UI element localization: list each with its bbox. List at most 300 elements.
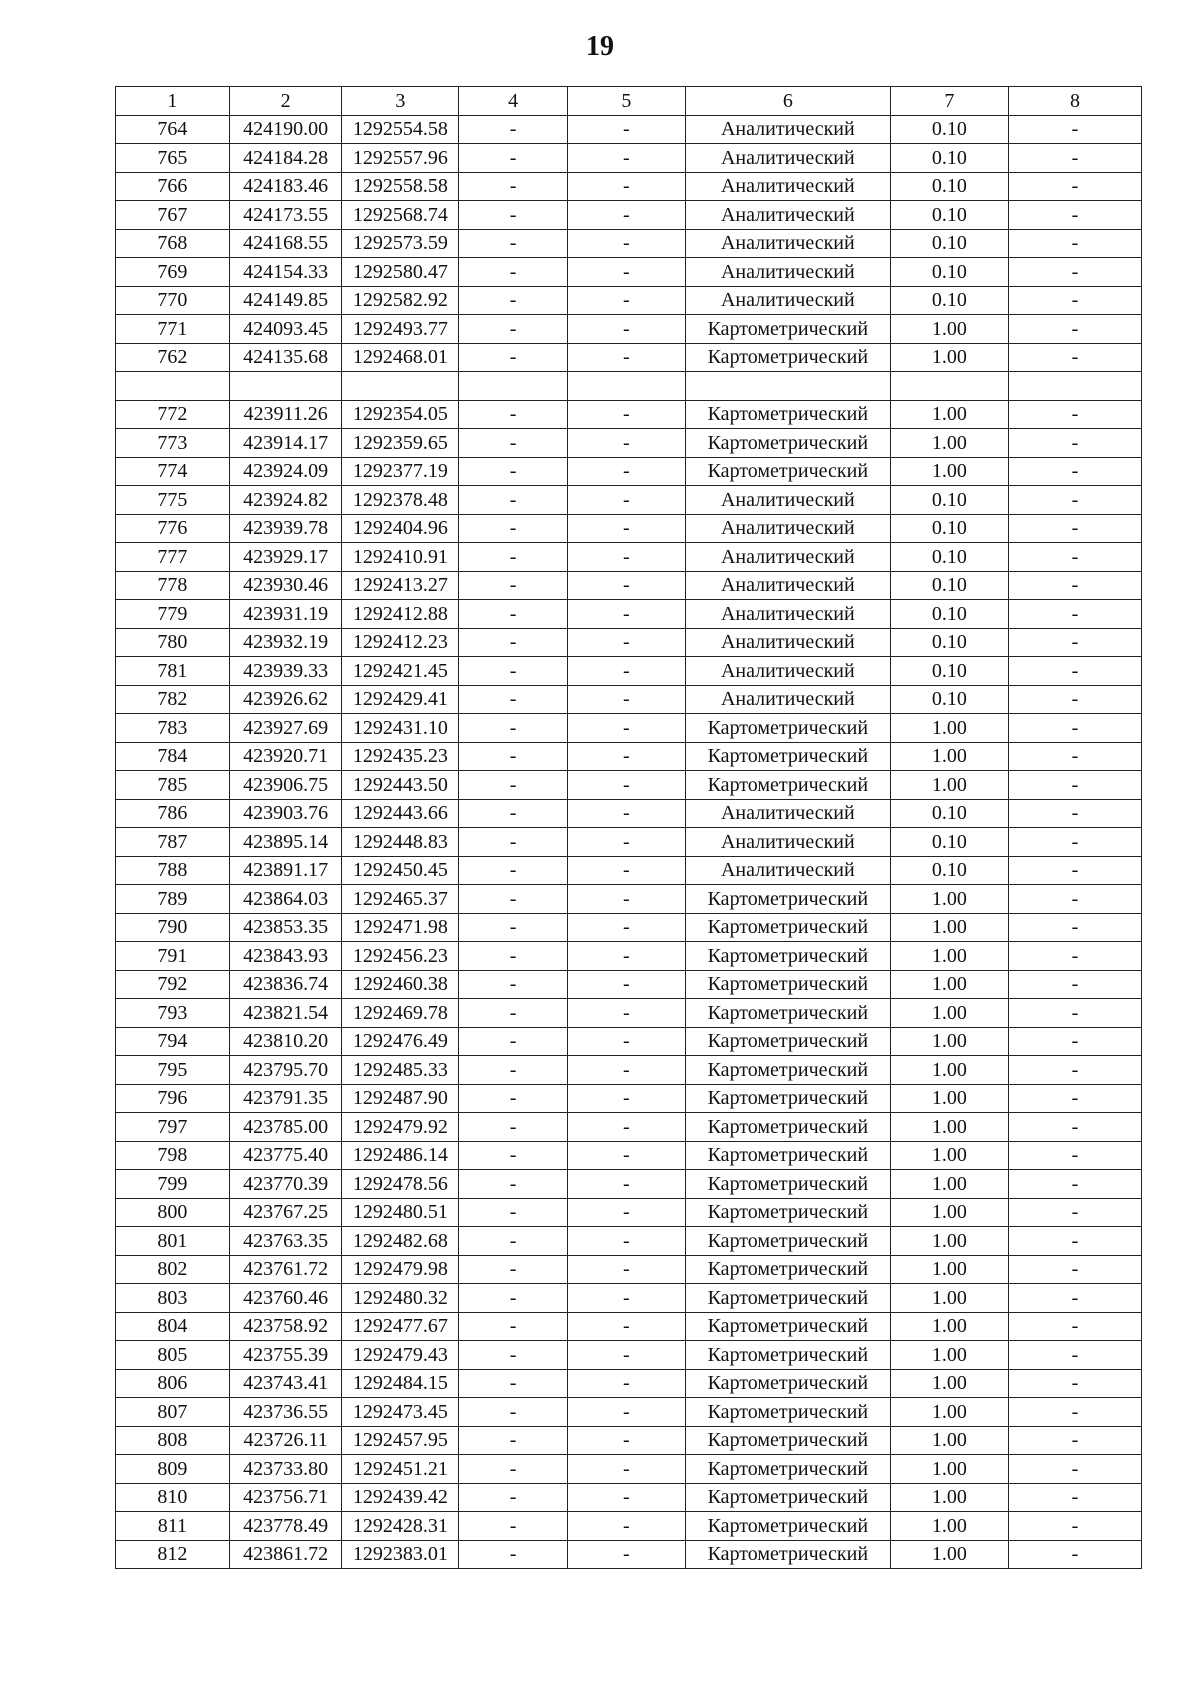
table-cell: - [567, 742, 685, 771]
table-cell: Аналитический [685, 600, 890, 629]
table-row [116, 172, 1142, 201]
table-cell: - [1008, 1426, 1141, 1455]
table-cell: 782 [116, 685, 230, 714]
table-cell: - [567, 828, 685, 857]
table-cell: - [1008, 856, 1141, 885]
table-cell: Картометрический [685, 885, 890, 914]
table-cell: - [1008, 657, 1141, 686]
table-cell: - [1008, 1540, 1141, 1569]
table-cell: 1.00 [890, 742, 1008, 771]
table-cell: - [1008, 828, 1141, 857]
table-cell: 1292573.59 [342, 229, 459, 258]
table-cell: 0.10 [890, 628, 1008, 657]
table-cell: 1.00 [890, 1540, 1008, 1569]
table-cell: - [567, 714, 685, 743]
table-cell: 798 [116, 1141, 230, 1170]
table-cell: Аналитический [685, 258, 890, 287]
table-cell: 423939.78 [229, 514, 342, 543]
table-cell: 423726.11 [229, 1426, 342, 1455]
table-cell: 0.10 [890, 828, 1008, 857]
table-cell: - [459, 400, 567, 429]
table-cell: 423775.40 [229, 1141, 342, 1170]
table-cell: 0.10 [890, 514, 1008, 543]
table-cell: 423906.75 [229, 771, 342, 800]
table-cell: 424149.85 [229, 286, 342, 315]
table-cell: 1.00 [890, 1483, 1008, 1512]
table-cell: - [567, 970, 685, 999]
table-row [116, 258, 1142, 287]
table-cell: 806 [116, 1369, 230, 1398]
table-cell: 423926.62 [229, 685, 342, 714]
table-cell: - [1008, 115, 1141, 144]
table-cell: 1.00 [890, 1312, 1008, 1341]
table-cell: - [1008, 571, 1141, 600]
table-cell: 0.10 [890, 286, 1008, 315]
table-cell: - [459, 1483, 567, 1512]
table-row [116, 885, 1142, 914]
table-cell: 767 [116, 201, 230, 230]
table-cell: 788 [116, 856, 230, 885]
table-cell: - [1008, 771, 1141, 800]
table-row [116, 571, 1142, 600]
table-cell: - [1008, 799, 1141, 828]
table-cell: 423843.93 [229, 942, 342, 971]
table-cell: 1.00 [890, 1455, 1008, 1484]
table-cell: 1.00 [890, 1341, 1008, 1370]
table-cell: - [459, 1027, 567, 1056]
table-cell: - [1008, 685, 1141, 714]
table-cell: - [567, 1227, 685, 1256]
table-cell: 809 [116, 1455, 230, 1484]
table-cell: - [1008, 1341, 1141, 1370]
table-cell: 1.00 [890, 714, 1008, 743]
table-cell: Картометрический [685, 1113, 890, 1142]
table-cell: 1.00 [890, 1255, 1008, 1284]
table-row [116, 1312, 1142, 1341]
table-cell: Аналитический [685, 229, 890, 258]
table-cell: - [459, 1227, 567, 1256]
table-cell: - [1008, 885, 1141, 914]
table-cell: - [459, 657, 567, 686]
header-cell: 2 [229, 87, 342, 116]
table-cell: 1292468.01 [342, 343, 459, 372]
table-cell: 1292410.91 [342, 543, 459, 572]
table-cell: - [459, 628, 567, 657]
table-cell: - [1008, 1227, 1141, 1256]
table-cell: 0.10 [890, 258, 1008, 287]
table-cell: 801 [116, 1227, 230, 1256]
table-cell: 423767.25 [229, 1198, 342, 1227]
table-cell: 0.10 [890, 172, 1008, 201]
table-row [116, 1369, 1142, 1398]
table-cell: - [567, 201, 685, 230]
table-cell: 770 [116, 286, 230, 315]
table-cell: Картометрический [685, 1341, 890, 1370]
table-cell: - [1008, 172, 1141, 201]
table-cell: 1292383.01 [342, 1540, 459, 1569]
table-cell: - [567, 229, 685, 258]
table-cell: 423778.49 [229, 1512, 342, 1541]
table-cell: Аналитический [685, 543, 890, 572]
table-cell: 423836.74 [229, 970, 342, 999]
table-cell [459, 372, 567, 401]
table-cell: 775 [116, 486, 230, 515]
table-cell: 1.00 [890, 913, 1008, 942]
table-cell: 1.00 [890, 1198, 1008, 1227]
table-cell: 778 [116, 571, 230, 600]
table-row [116, 514, 1142, 543]
table-cell: 783 [116, 714, 230, 743]
table-row [116, 1084, 1142, 1113]
table-cell: - [567, 685, 685, 714]
table-cell: - [459, 799, 567, 828]
table-cell: 1.00 [890, 1084, 1008, 1113]
table-cell: 1292554.58 [342, 115, 459, 144]
table-cell: 1.00 [890, 1027, 1008, 1056]
table-row [116, 1170, 1142, 1199]
table-cell: 1.00 [890, 1141, 1008, 1170]
table-cell: Аналитический [685, 685, 890, 714]
table-cell: - [459, 685, 567, 714]
table-cell: - [459, 1198, 567, 1227]
table-cell [567, 372, 685, 401]
table-cell: 789 [116, 885, 230, 914]
table-cell: - [1008, 1084, 1141, 1113]
table-cell: 800 [116, 1198, 230, 1227]
table-cell: 1292484.15 [342, 1369, 459, 1398]
table-cell: 1.00 [890, 771, 1008, 800]
table-row [116, 1483, 1142, 1512]
table-cell: Аналитический [685, 571, 890, 600]
table-cell: 423864.03 [229, 885, 342, 914]
table-cell: 792 [116, 970, 230, 999]
table-cell: - [1008, 1056, 1141, 1085]
table-cell: 1292429.41 [342, 685, 459, 714]
table-cell: 423755.39 [229, 1341, 342, 1370]
table-cell: - [1008, 1369, 1141, 1398]
table-cell: 785 [116, 771, 230, 800]
table-cell: 1292439.42 [342, 1483, 459, 1512]
table-cell: Картометрический [685, 1084, 890, 1113]
table-cell: - [1008, 1312, 1141, 1341]
table-cell: - [1008, 1483, 1141, 1512]
table-cell: - [567, 1141, 685, 1170]
table-cell: 1292568.74 [342, 201, 459, 230]
table-cell: 1292493.77 [342, 315, 459, 344]
table-cell: 781 [116, 657, 230, 686]
table-cell: 1292413.27 [342, 571, 459, 600]
table-cell: 1.00 [890, 343, 1008, 372]
table-cell: 1.00 [890, 1398, 1008, 1427]
table-cell: 796 [116, 1084, 230, 1113]
table-cell: - [459, 999, 567, 1028]
table-cell: 1292435.23 [342, 742, 459, 771]
table-row [116, 600, 1142, 629]
table-cell: 1292431.10 [342, 714, 459, 743]
table-row [116, 799, 1142, 828]
table-cell: 1292476.49 [342, 1027, 459, 1056]
table-cell: 1292557.96 [342, 144, 459, 173]
table-cell: 780 [116, 628, 230, 657]
table-row [116, 315, 1142, 344]
table-cell: - [459, 1056, 567, 1085]
table-cell: - [459, 1312, 567, 1341]
page-number: 19 [586, 31, 614, 62]
table-cell: 423760.46 [229, 1284, 342, 1313]
table-cell: 812 [116, 1540, 230, 1569]
table-cell: Картометрический [685, 343, 890, 372]
table-cell: - [1008, 970, 1141, 999]
table-cell: - [459, 771, 567, 800]
table-cell: - [1008, 1141, 1141, 1170]
table-row [116, 1056, 1142, 1085]
table-cell: - [567, 1312, 685, 1341]
table-row [116, 543, 1142, 572]
table-cell: 1292460.38 [342, 970, 459, 999]
table-cell: - [567, 1170, 685, 1199]
table-cell: Аналитический [685, 172, 890, 201]
table-cell: 1292477.67 [342, 1312, 459, 1341]
table-cell: Аналитический [685, 286, 890, 315]
header-cell: 3 [342, 87, 459, 116]
table-cell: - [567, 1512, 685, 1541]
table-cell: - [567, 144, 685, 173]
table-row [116, 942, 1142, 971]
table-cell: 1292471.98 [342, 913, 459, 942]
table-cell: 423736.55 [229, 1398, 342, 1427]
table-cell: 1292558.58 [342, 172, 459, 201]
table-cell: 423743.41 [229, 1369, 342, 1398]
table-row [116, 286, 1142, 315]
table-cell: - [459, 1398, 567, 1427]
table-body [116, 115, 1142, 1569]
table-cell: 423791.35 [229, 1084, 342, 1113]
table-cell: - [1008, 514, 1141, 543]
coordinates-table [115, 86, 1142, 1569]
table-cell: - [567, 600, 685, 629]
table-cell: - [459, 514, 567, 543]
table-cell: 1292443.50 [342, 771, 459, 800]
table-row [116, 429, 1142, 458]
table-cell: - [459, 1540, 567, 1569]
table-cell: - [459, 1284, 567, 1313]
table-cell: 1.00 [890, 315, 1008, 344]
table-cell: 424190.00 [229, 115, 342, 144]
table-cell: 423861.72 [229, 1540, 342, 1569]
table-cell: 790 [116, 913, 230, 942]
table-cell: 423795.70 [229, 1056, 342, 1085]
table-cell: - [567, 457, 685, 486]
table-row [116, 372, 1142, 401]
table-cell: 799 [116, 1170, 230, 1199]
table-cell: 1292469.78 [342, 999, 459, 1028]
table-cell [342, 372, 459, 401]
table-cell: - [567, 1369, 685, 1398]
table-cell: 791 [116, 942, 230, 971]
table-cell: - [1008, 1113, 1141, 1142]
table-cell: - [567, 1198, 685, 1227]
table-row [116, 201, 1142, 230]
table-cell: 1.00 [890, 457, 1008, 486]
table-cell: 0.10 [890, 856, 1008, 885]
table-cell: 1.00 [890, 1113, 1008, 1142]
table-header-row [116, 87, 1142, 116]
table-row [116, 343, 1142, 372]
table-cell: 423911.26 [229, 400, 342, 429]
table-cell: 779 [116, 600, 230, 629]
table-cell: 793 [116, 999, 230, 1028]
table-cell: 787 [116, 828, 230, 857]
table-cell: Аналитический [685, 115, 890, 144]
table-cell: Картометрический [685, 429, 890, 458]
header-cell: 1 [116, 87, 230, 116]
table-cell: 1.00 [890, 429, 1008, 458]
table-cell: 1292465.37 [342, 885, 459, 914]
table-cell: 805 [116, 1341, 230, 1370]
table-row [116, 115, 1142, 144]
table-cell: - [567, 1113, 685, 1142]
table-cell: Картометрический [685, 714, 890, 743]
table-cell: - [459, 1341, 567, 1370]
table-cell: 423903.76 [229, 799, 342, 828]
table-cell: - [1008, 1512, 1141, 1541]
table-cell: - [567, 1483, 685, 1512]
table-cell: 1292421.45 [342, 657, 459, 686]
table-row [116, 229, 1142, 258]
header-cell: 7 [890, 87, 1008, 116]
table-cell: - [1008, 201, 1141, 230]
table-cell: Аналитический [685, 144, 890, 173]
table-cell: 0.10 [890, 571, 1008, 600]
table-row [116, 1113, 1142, 1142]
header-cell: 6 [685, 87, 890, 116]
table-cell: - [459, 742, 567, 771]
table-cell: 423931.19 [229, 600, 342, 629]
table-cell: - [1008, 742, 1141, 771]
table-cell: - [567, 315, 685, 344]
table-cell: - [459, 457, 567, 486]
table-row [116, 1141, 1142, 1170]
table-cell: 1292378.48 [342, 486, 459, 515]
table-row [116, 742, 1142, 771]
table-cell: - [567, 514, 685, 543]
table-cell: Картометрический [685, 315, 890, 344]
header-cell: 4 [459, 87, 567, 116]
table-cell: - [567, 885, 685, 914]
table-cell: - [459, 571, 567, 600]
table-row [116, 1540, 1142, 1569]
table-cell: - [1008, 315, 1141, 344]
table-cell: - [567, 1084, 685, 1113]
table-cell: - [567, 172, 685, 201]
table-cell: - [459, 258, 567, 287]
table-cell: 1292377.19 [342, 457, 459, 486]
table-cell: Картометрический [685, 999, 890, 1028]
table-cell: 786 [116, 799, 230, 828]
table-row [116, 144, 1142, 173]
table-cell: - [459, 1113, 567, 1142]
table-cell: 0.10 [890, 229, 1008, 258]
table-cell: - [459, 1170, 567, 1199]
table-cell: 423785.00 [229, 1113, 342, 1142]
table-cell: 423930.46 [229, 571, 342, 600]
table-cell: 1.00 [890, 885, 1008, 914]
table-cell: - [459, 828, 567, 857]
table-cell: Картометрический [685, 970, 890, 999]
table-cell: 794 [116, 1027, 230, 1056]
table-cell: Картометрический [685, 1198, 890, 1227]
table-cell: 795 [116, 1056, 230, 1085]
table-cell: - [1008, 1255, 1141, 1284]
table-row [116, 1255, 1142, 1284]
table-cell: - [567, 942, 685, 971]
table-cell: - [459, 543, 567, 572]
table-cell: 1.00 [890, 942, 1008, 971]
table-row [116, 1027, 1142, 1056]
table-cell: 1.00 [890, 1369, 1008, 1398]
table-cell: 1292479.98 [342, 1255, 459, 1284]
table-cell: 0.10 [890, 657, 1008, 686]
table-row [116, 685, 1142, 714]
table-cell: 424154.33 [229, 258, 342, 287]
table-cell: 0.10 [890, 144, 1008, 173]
table-cell: - [1008, 429, 1141, 458]
table-cell: Картометрический [685, 1512, 890, 1541]
table-cell: Картометрический [685, 1398, 890, 1427]
table-cell: 423920.71 [229, 742, 342, 771]
table-cell: - [567, 286, 685, 315]
table-cell: 1292479.92 [342, 1113, 459, 1142]
table-cell: - [567, 799, 685, 828]
table-cell: - [1008, 144, 1141, 173]
table-cell: 1292485.33 [342, 1056, 459, 1085]
table-cell: - [567, 1426, 685, 1455]
table-cell: - [459, 1512, 567, 1541]
table-cell: - [1008, 1170, 1141, 1199]
header-cell: 5 [567, 87, 685, 116]
table-cell: - [1008, 457, 1141, 486]
table-cell: - [567, 1398, 685, 1427]
table-cell: - [1008, 286, 1141, 315]
table-cell: 765 [116, 144, 230, 173]
table-cell: 1292450.45 [342, 856, 459, 885]
table-cell: Картометрический [685, 942, 890, 971]
table-cell: - [459, 1255, 567, 1284]
table-cell: - [459, 343, 567, 372]
table-cell: - [567, 1056, 685, 1085]
table-cell: 423758.92 [229, 1312, 342, 1341]
table-row [116, 457, 1142, 486]
table-cell: 1292428.31 [342, 1512, 459, 1541]
table-cell: 797 [116, 1113, 230, 1142]
table-cell: 1.00 [890, 1284, 1008, 1313]
table-cell [1008, 372, 1141, 401]
table-cell: Картометрический [685, 913, 890, 942]
table-cell: - [567, 400, 685, 429]
table-cell: 1.00 [890, 1426, 1008, 1455]
table-cell: - [459, 429, 567, 458]
table-cell: 423932.19 [229, 628, 342, 657]
header-cell: 8 [1008, 87, 1141, 116]
table-cell: 1292448.83 [342, 828, 459, 857]
table-cell: 1.00 [890, 999, 1008, 1028]
table-row [116, 657, 1142, 686]
table-cell: 811 [116, 1512, 230, 1541]
table-cell: - [1008, 942, 1141, 971]
table-cell: Картометрический [685, 1141, 890, 1170]
table-cell: - [567, 999, 685, 1028]
table-cell: 1292412.88 [342, 600, 459, 629]
